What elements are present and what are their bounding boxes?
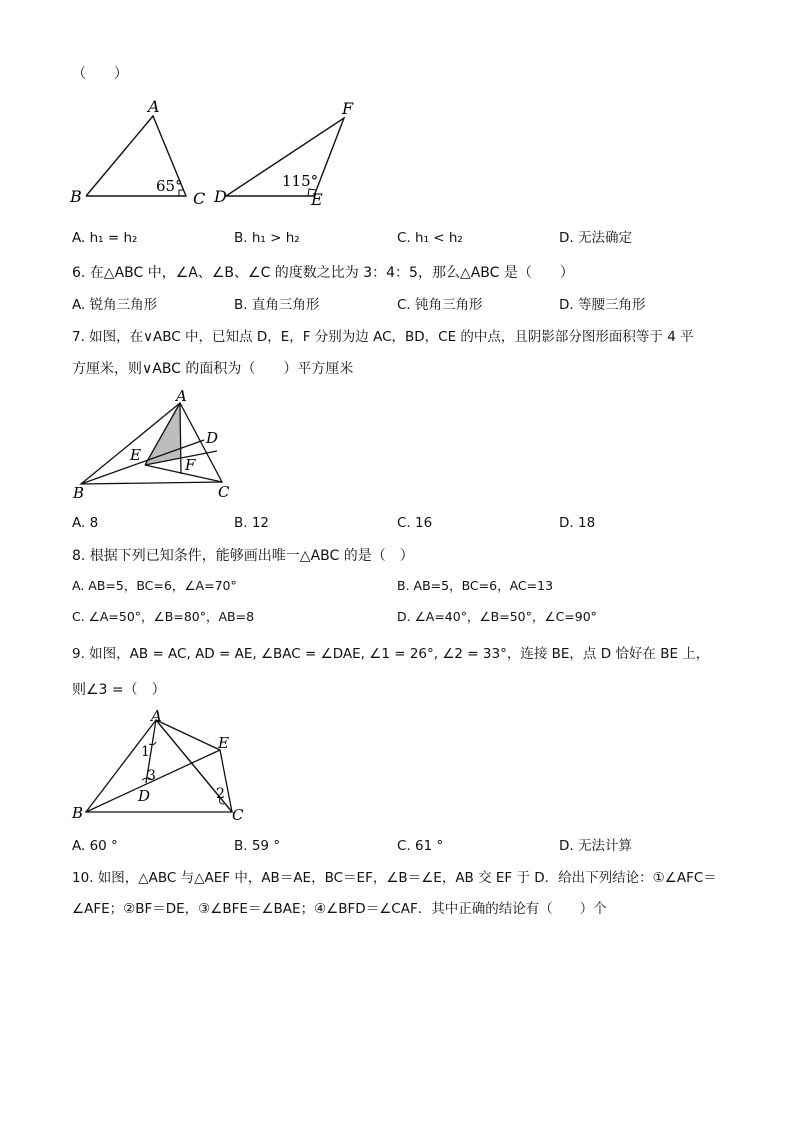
label-c: C (193, 189, 206, 208)
q9-option-c: C. 61 ° (397, 838, 444, 854)
q5-option-a: A. h₁ = h₂ (72, 230, 138, 246)
q7-option-a: A. 8 (72, 515, 99, 531)
q7-figure (70, 388, 250, 503)
q9-stem-line1: 9. 如图，AB = AC, AD = AE, ∠BAC = ∠DAE, ∠1 = 26°, ∠2 = 33°，连接 BE，点 D 恰好在 BE 上， (72, 646, 710, 662)
angle-3-label: 3 (147, 768, 156, 784)
label-a: A (176, 388, 187, 405)
label-b: B (72, 804, 84, 822)
q7-stem-line1: 7. 如图，在∨ABC 中，已知点 D，E，F 分别为边 AC，BD，CE 的中点，且阴影部分图形面积等于 4 平 (72, 329, 694, 345)
triangle-abc (86, 720, 232, 812)
label-e: E (311, 190, 323, 209)
angle-115: 115° (282, 172, 319, 190)
angle-65: 65° (156, 177, 183, 195)
q6-option-b: B. 直角三角形 (234, 297, 320, 313)
q6-option-a: A. 锐角三角形 (72, 297, 158, 313)
q6-option-d: D. 等腰三角形 (559, 297, 646, 313)
angle-2-label: 2 (216, 786, 225, 802)
q8-option-d: D. ∠A=40°，∠B=50°，∠C=90° (397, 609, 597, 624)
label-d: D (138, 787, 151, 805)
q7-option-c: C. 16 (397, 515, 433, 531)
q9-option-b: B. 59 ° (234, 838, 281, 854)
q8-option-a: A. AB=5，BC=6，∠A=70° (72, 578, 237, 593)
q8-option-b: B. AB=5，BC=6，AC=13 (397, 578, 554, 593)
q7-option-d: D. 18 (559, 515, 596, 531)
q8-stem: 8. 根据下列已知条件，能够画出唯一△ABC 的是（ ） (72, 548, 414, 564)
label-d: D (206, 429, 219, 447)
q9-figure (68, 708, 258, 823)
triangle-abc (81, 403, 222, 484)
q5-option-c: C. h₁ < h₂ (397, 230, 463, 246)
q5-figure (66, 96, 366, 211)
label-e: E (218, 734, 229, 752)
q5-option-b: B. h₁ > h₂ (234, 230, 300, 246)
q9-option-a: A. 60 ° (72, 838, 118, 854)
q5-answer-bracket: （ ） (72, 66, 128, 82)
angle-1-label: 1 (141, 744, 150, 760)
label-a: A (148, 97, 160, 116)
q6-option-c: C. 钝角三角形 (397, 297, 483, 313)
label-e: E (130, 446, 141, 464)
q6-stem: 6. 在△ABC 中，∠A、∠B、∠C 的度数之比为 3：4：5，那么△ABC 是（ ） (72, 265, 574, 281)
label-a: A (151, 708, 162, 725)
q10-stem-line1: 10. 如图，△ABC 与△AEF 中，AB＝AE，BC＝EF，∠B＝∠E，AB 交 EF 于 D．给出下列结论：①∠AFC＝ (72, 870, 717, 886)
label-b: B (70, 187, 82, 206)
label-f: F (185, 456, 196, 474)
label-c: C (232, 806, 244, 823)
label-c: C (218, 483, 230, 501)
q5-option-d: D. 无法确定 (559, 230, 632, 246)
q8-option-c: C. ∠A=50°，∠B=80°，AB=8 (72, 609, 255, 624)
q9-stem-line2: 则∠3 =（ ） (72, 682, 166, 698)
q10-stem-line2: ∠AFE；②BF＝DE，③∠BFE＝∠BAE；④∠BFD＝∠CAF．其中正确的结论有（ ）个 (72, 901, 607, 917)
label-d: D (214, 187, 227, 206)
q7-option-b: B. 12 (234, 515, 270, 531)
q9-option-d: D. 无法计算 (559, 838, 632, 854)
label-f: F (342, 99, 354, 118)
q7-stem-line2: 方厘米，则∨ABC 的面积为（ ）平方厘米 (72, 361, 354, 377)
label-b: B (73, 484, 85, 502)
